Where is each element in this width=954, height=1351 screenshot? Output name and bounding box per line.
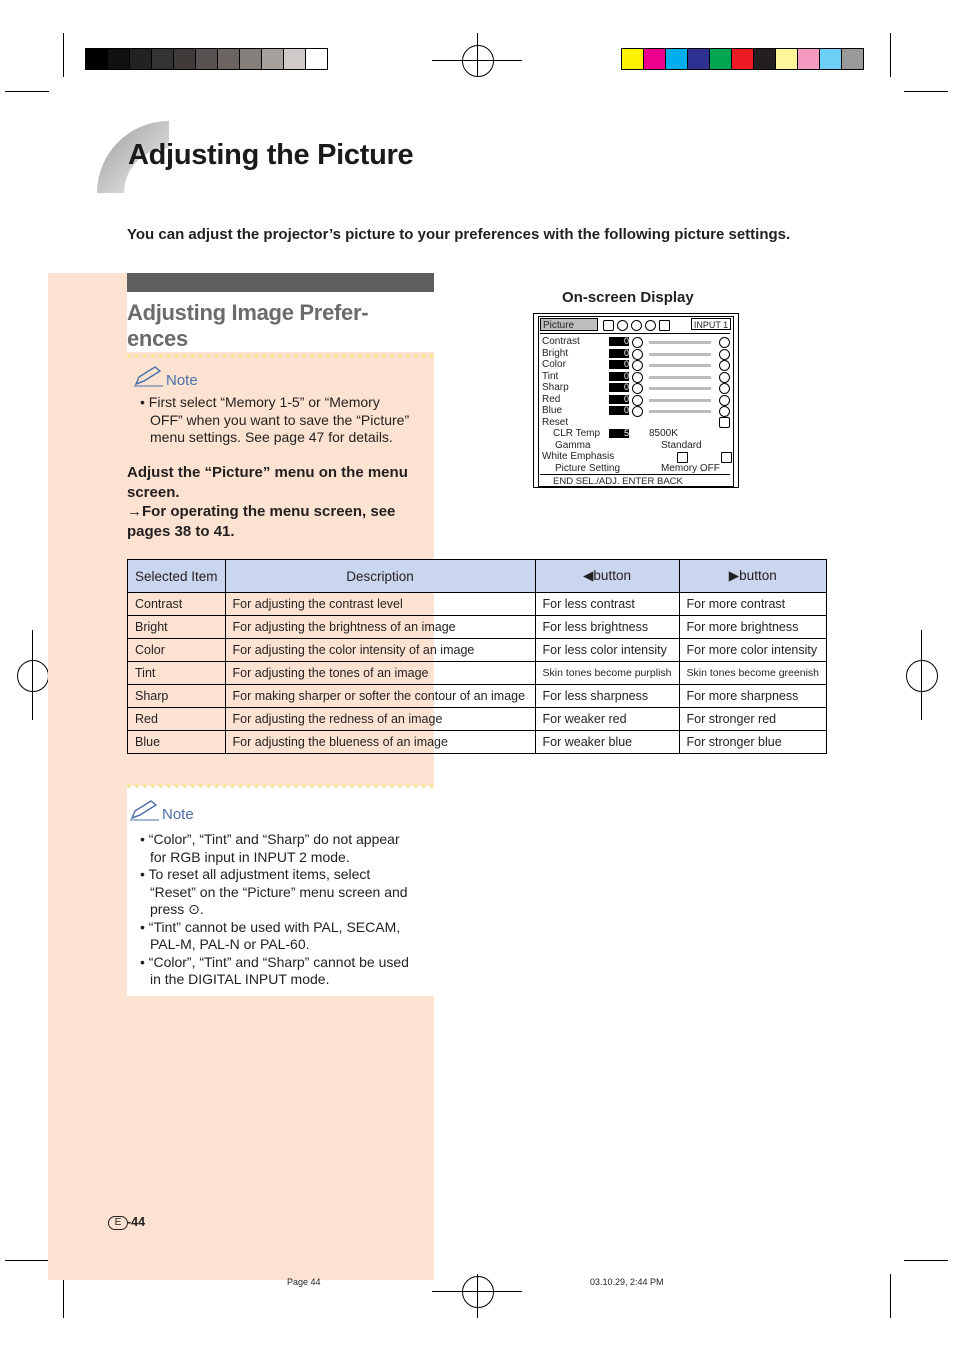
table-cell: For more color intensity bbox=[679, 639, 827, 662]
osd-row-color bbox=[542, 359, 566, 370]
screen-icon bbox=[659, 320, 670, 331]
table-cell: For adjusting the tones of an image bbox=[225, 662, 535, 685]
osd-label: Color bbox=[542, 359, 566, 370]
table-row bbox=[128, 662, 827, 685]
crop-mark bbox=[890, 33, 891, 77]
osd-value: 0 bbox=[609, 406, 629, 415]
section-bar bbox=[127, 273, 434, 292]
page-title: Adjusting the Picture bbox=[128, 139, 414, 171]
table-cell: Sharp bbox=[128, 685, 226, 708]
osd-label: Blue bbox=[542, 405, 563, 416]
pencil-icon bbox=[129, 800, 161, 822]
note-label: Note bbox=[166, 372, 198, 389]
bright-icon bbox=[632, 349, 643, 360]
osd-clr-temp: CLR Temp bbox=[553, 428, 601, 439]
table-cell: Tint bbox=[128, 662, 226, 685]
note-label: Note bbox=[162, 806, 194, 823]
note-item-text: “Tint” cannot be used with PAL, SECAM, PAL-M, PAL-N or PAL-60. bbox=[148, 918, 401, 952]
white-emphasis-icon bbox=[721, 452, 732, 463]
osd-picture-setting: Picture Setting bbox=[555, 462, 621, 474]
registration-line bbox=[477, 1274, 478, 1318]
table-cell: For stronger red bbox=[679, 708, 827, 731]
note-item: • First select “Memory 1-5” or “Memory OFF” when you want to save the “Picture” menu settings. See page 47 for details. bbox=[140, 394, 410, 445]
table-cell: For weaker blue bbox=[535, 731, 679, 754]
table-cell: For making sharper or softer the contour of an image bbox=[225, 685, 535, 708]
sync-icon bbox=[617, 320, 628, 331]
adjust-instructions bbox=[127, 463, 427, 541]
osd-slider bbox=[649, 387, 711, 390]
red-icon bbox=[632, 395, 643, 406]
col-selected-item: Selected Item bbox=[128, 560, 226, 593]
osd-screenshot bbox=[533, 313, 739, 488]
contrast-icon bbox=[632, 337, 643, 348]
bright-icon bbox=[719, 349, 730, 360]
settings-icon bbox=[631, 320, 642, 331]
page-number: -44 bbox=[127, 1215, 146, 1229]
note-list bbox=[140, 831, 414, 989]
table-row bbox=[128, 616, 827, 639]
note-item-text: “Color”, “Tint” and “Sharp” cannot be used in the DIGITAL INPUT mode. bbox=[148, 953, 409, 987]
osd-slider bbox=[649, 341, 711, 344]
pencil-icon bbox=[133, 366, 165, 388]
left-triangle-icon: ◀ bbox=[583, 568, 594, 583]
crop-mark bbox=[5, 91, 49, 92]
message-icon bbox=[645, 320, 656, 331]
crop-mark bbox=[63, 33, 64, 77]
dotted-divider bbox=[127, 354, 434, 358]
table-cell: Skin tones become purplish bbox=[535, 662, 679, 685]
osd-caption: On-screen Display bbox=[562, 289, 694, 306]
table-cell: For adjusting the contrast level bbox=[225, 593, 535, 616]
osd-picture-setting-value: Memory OFF bbox=[661, 462, 720, 474]
table-cell: Contrast bbox=[128, 593, 226, 616]
reset-icon bbox=[719, 417, 730, 428]
osd-clr-temp-setting: 8500K bbox=[649, 428, 678, 439]
table-header-row bbox=[128, 560, 827, 593]
section-heading bbox=[127, 300, 427, 352]
note-item: • “Tint” cannot be used with PAL, SECAM, PAL-M, PAL-N or PAL-60. bbox=[140, 918, 401, 952]
osd-label: Bright bbox=[542, 347, 569, 359]
adjust-line2: →For operating the menu screen, see pages 38 to 41. bbox=[127, 503, 396, 540]
crop-mark bbox=[904, 91, 948, 92]
registration-line bbox=[477, 33, 478, 77]
table-cell: For adjusting the redness of an image bbox=[225, 708, 535, 731]
table-cell: Blue bbox=[128, 731, 226, 754]
table-cell: For stronger blue bbox=[679, 731, 827, 754]
white-emphasis-icon bbox=[677, 452, 688, 463]
table-row bbox=[128, 708, 827, 731]
osd-reset: Reset bbox=[542, 416, 569, 428]
section-heading-line1: Adjusting Image Prefer- bbox=[127, 300, 369, 325]
osd-clr-temp-value: 5 bbox=[609, 429, 629, 438]
crop-mark bbox=[63, 1274, 64, 1318]
sharp-icon bbox=[719, 383, 730, 394]
table-cell: For less color intensity bbox=[535, 639, 679, 662]
settings-table bbox=[127, 559, 827, 754]
adjust-line1: Adjust the “Picture” menu on the menu screen. bbox=[127, 464, 408, 501]
note-item: • “Color”, “Tint” and “Sharp” cannot be used in the DIGITAL INPUT mode. bbox=[140, 953, 409, 987]
osd-slider bbox=[649, 376, 711, 379]
col-description: Description bbox=[225, 560, 535, 593]
osd-row-tint bbox=[542, 371, 558, 382]
osd-slider bbox=[649, 399, 711, 402]
table-row bbox=[128, 685, 827, 708]
table-cell: For more brightness bbox=[679, 616, 827, 639]
contrast-icon bbox=[719, 337, 730, 348]
osd-value: 0 bbox=[609, 337, 629, 346]
crop-mark bbox=[904, 1260, 948, 1261]
osd-footer: END SEL./ADJ. ENTER BACK bbox=[553, 475, 683, 487]
osd-slider bbox=[649, 353, 711, 356]
color-icon bbox=[719, 360, 730, 371]
osd-tab-icons bbox=[601, 319, 677, 330]
table-cell: For less sharpness bbox=[535, 685, 679, 708]
table-cell: For more contrast bbox=[679, 593, 827, 616]
note-item-text: First select “Memory 1-5” or “Memory OFF” when you want to save the “Picture” menu settings. See page 47 for details. bbox=[148, 394, 410, 445]
col-right-button bbox=[679, 560, 827, 593]
osd-value: 0 bbox=[609, 395, 629, 404]
osd-value: 0 bbox=[609, 372, 629, 381]
table-row bbox=[128, 639, 827, 662]
registration-line bbox=[921, 630, 922, 720]
osd-slider bbox=[649, 364, 711, 367]
osd-input: INPUT 1 bbox=[691, 318, 731, 330]
osd-slider bbox=[649, 410, 711, 413]
osd-tab: Picture bbox=[540, 318, 598, 331]
intro-text: You can adjust the projector’s picture to your preferences with the following picture settings. bbox=[127, 226, 791, 243]
osd-label: Red bbox=[542, 393, 561, 405]
table-cell: For less contrast bbox=[535, 593, 679, 616]
table-cell: For adjusting the blueness of an image bbox=[225, 731, 535, 754]
tint-icon bbox=[632, 372, 643, 383]
osd-gamma: Gamma bbox=[555, 439, 591, 451]
color-bar bbox=[622, 48, 864, 70]
color-icon bbox=[632, 360, 643, 371]
table-row bbox=[128, 593, 827, 616]
registration-mark bbox=[17, 660, 49, 692]
right-triangle-icon: ▶ bbox=[728, 568, 740, 583]
registration-mark bbox=[906, 660, 938, 692]
col-left-button bbox=[535, 560, 679, 593]
picture-icon bbox=[603, 320, 614, 331]
osd-row-contrast bbox=[542, 336, 580, 347]
grayscale-bar bbox=[86, 48, 328, 70]
registration-mark bbox=[462, 45, 494, 77]
osd-row-sharp bbox=[542, 382, 569, 393]
page-badge: E bbox=[108, 1216, 128, 1230]
footer-timestamp: 03.10.29, 2:44 PM bbox=[590, 1277, 664, 1287]
osd-row-red bbox=[542, 394, 560, 405]
note-item: • “Color”, “Tint” and “Sharp” do not appear for RGB input in INPUT 2 mode. bbox=[140, 831, 400, 865]
col-left-button-label: button bbox=[593, 568, 631, 583]
table-cell: Color bbox=[128, 639, 226, 662]
dotted-divider bbox=[127, 784, 434, 788]
table-cell: Red bbox=[128, 708, 226, 731]
registration-mark bbox=[462, 1276, 494, 1308]
osd-value: 0 bbox=[609, 383, 629, 392]
osd-row-bright bbox=[542, 348, 568, 359]
osd-value: 0 bbox=[609, 360, 629, 369]
crop-mark bbox=[890, 1274, 891, 1318]
red-icon bbox=[719, 395, 730, 406]
col-right-button-label: button bbox=[739, 568, 777, 583]
osd-divider bbox=[540, 333, 730, 334]
note-list bbox=[140, 394, 416, 447]
tint-icon bbox=[719, 372, 730, 383]
table-cell: For less brightness bbox=[535, 616, 679, 639]
osd-label: Sharp bbox=[542, 382, 569, 393]
osd-label: Tint bbox=[542, 370, 559, 382]
blue-icon bbox=[719, 406, 730, 417]
table-cell: For adjusting the color intensity of an image bbox=[225, 639, 535, 662]
table-cell: For adjusting the brightness of an image bbox=[225, 616, 535, 639]
osd-white-emphasis: White Emphasis bbox=[542, 451, 615, 462]
registration-line bbox=[32, 630, 33, 720]
note-item-text: To reset all adjustment items, select “Reset” on the “Picture” menu screen and press ⊙. bbox=[148, 866, 408, 917]
note-item: • To reset all adjustment items, select “Reset” on the “Picture” menu screen and press ⊙. bbox=[140, 866, 408, 917]
footer-page: Page 44 bbox=[287, 1277, 321, 1287]
table-cell: Bright bbox=[128, 616, 226, 639]
table-row bbox=[128, 731, 827, 754]
table-cell: For weaker red bbox=[535, 708, 679, 731]
osd-value: 0 bbox=[609, 349, 629, 358]
note-item-text: “Color”, “Tint” and “Sharp” do not appear for RGB input in INPUT 2 mode. bbox=[148, 831, 400, 865]
osd-row-blue bbox=[542, 405, 562, 416]
osd-label: Contrast bbox=[542, 336, 580, 347]
sharp-icon bbox=[632, 383, 643, 394]
osd-gamma-setting: Standard bbox=[661, 439, 702, 451]
blue-icon bbox=[632, 406, 643, 417]
section-heading-line2: ences bbox=[127, 326, 188, 351]
table-cell: Skin tones become greenish bbox=[679, 662, 827, 685]
table-cell: For more sharpness bbox=[679, 685, 827, 708]
crop-mark bbox=[5, 1260, 49, 1261]
